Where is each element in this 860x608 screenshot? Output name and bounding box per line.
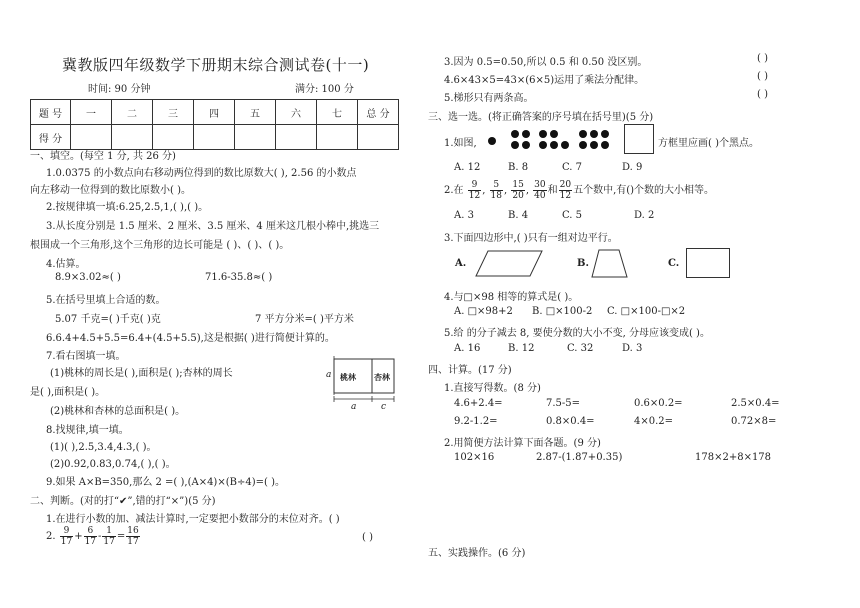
exam-time: 时间: 90 分钟 [88, 84, 151, 95]
question-text: (2)0.92,0.83,0.74,( ),( )。 [50, 459, 176, 470]
apricot-label: 杏林 [374, 373, 390, 382]
calc-item: 7.5-5= [546, 398, 581, 409]
option[interactable]: B. 12 [508, 343, 535, 354]
calc-item: 0.72×8= [731, 416, 777, 427]
section-heading: 二、判断。(对的打“✔”,错的打“×”)(5 分) [30, 496, 216, 507]
fraction: $\frac{9}{12}$ [468, 180, 481, 201]
option[interactable]: D. 3 [622, 343, 643, 354]
score-cell: 三 [153, 100, 194, 125]
calc-item: 2.87-(1.87+0.35) [536, 452, 623, 463]
question-text: 2.按规律填一填:6.25,2.5,1,( ),( )。 [46, 202, 209, 213]
question-text: 1.如图, [444, 138, 477, 149]
question-number: 2.在 [444, 185, 464, 196]
bottom-label-a: a [351, 402, 357, 411]
page-title: 冀教版四年级数学下册期末综合测试卷(十一) [62, 56, 370, 74]
answer-paren[interactable]: ( ) [757, 71, 768, 82]
score-table-score-row [31, 125, 399, 150]
question-text: 3.从长度分别是 1.5 厘米、2 厘米、3.5 厘米、4 厘米这几根小棒中,挑选三 [46, 221, 380, 232]
rectangle-shape [686, 248, 730, 278]
question-text: 向左移动一位得到的数比原数小( )。 [30, 185, 191, 196]
dot [590, 130, 598, 138]
dot [539, 130, 547, 138]
section-heading: 一、填空。(每空 1 分, 共 26 分) [30, 151, 176, 162]
calc-item: 178×2+8×178 [695, 452, 772, 463]
fraction: $\frac{6}{17}$ [84, 526, 97, 547]
fraction: $\frac{16}{17}$ [127, 526, 139, 547]
score-cell: 五 [235, 100, 276, 125]
question-text: 2.用简便方法计算下面各题。(9 分) [444, 438, 601, 449]
score-cell: 七 [317, 100, 358, 125]
question-text: 5.给 的分子减去 8, 要使分数的大小不变, 分母应该变成( )。 [444, 328, 710, 339]
question-text: 3.下面四边形中,( )只有一组对边平行。 [444, 233, 618, 244]
calc-item: 4×0.2= [634, 416, 674, 427]
dot [488, 137, 496, 145]
side-label-a: a [326, 370, 332, 380]
section-heading: 三、选一选。(将正确答案的序号填在括号里)(5 分) [428, 112, 654, 123]
fraction: $\frac{5}{18}$ [490, 180, 502, 201]
option[interactable]: D. 9 [622, 162, 643, 173]
score-cell: 总 分 [358, 100, 399, 125]
parallelogram-shape [474, 249, 544, 279]
question-text: 是( ),面积是( )。 [30, 387, 106, 398]
option[interactable]: C. □×100-□×2 [607, 306, 686, 317]
question-text: 五个数中,有()个数的大小相等。 [573, 185, 715, 196]
calc-item: 0.6×0.2= [634, 398, 683, 409]
score-cell: 得 分 [31, 125, 71, 150]
question-text: 1.直接写得数。(8 分) [444, 383, 541, 394]
score-input[interactable] [194, 125, 235, 150]
fraction: $\frac{30}{40}$ [534, 180, 546, 201]
fraction: $\frac{15}{20}$ [512, 180, 524, 201]
option[interactable]: B. 8 [508, 162, 529, 173]
score-input[interactable] [71, 125, 112, 150]
question-text: 7.看右图填一填。 [46, 351, 126, 362]
score-input[interactable] [112, 125, 153, 150]
question-text: 4.6×43×5=43×(6×5)运用了乘法分配律。 [444, 75, 645, 86]
option[interactable]: A. [455, 258, 467, 269]
dot [511, 141, 519, 149]
option[interactable]: A. 12 [454, 162, 481, 173]
option[interactable]: C. [668, 258, 680, 269]
question-text: 71.6-35.8≈( ) [205, 272, 273, 283]
question-text: (2)桃林和杏林的总面积是( )。 [50, 406, 186, 417]
exam-full-score: 满分: 100 分 [295, 84, 354, 95]
option[interactable]: B. □×100-2 [532, 306, 593, 317]
dot [590, 141, 598, 149]
score-cell: 四 [194, 100, 235, 125]
score-input[interactable] [153, 125, 194, 150]
option[interactable]: A. □×98+2 [454, 306, 513, 317]
calc-item: 102×16 [454, 452, 495, 463]
option[interactable]: A. 3 [454, 210, 474, 221]
dot [550, 141, 558, 149]
option[interactable]: B. 4 [508, 210, 529, 221]
peach-label: 桃林 [340, 373, 356, 382]
question-text: (1)( ),2.5,3.4,4.3,( )。 [50, 442, 157, 453]
score-cell: 六 [276, 100, 317, 125]
judge-q2: 2. $\frac{9}{17}$ + $\frac{6}{17}$ - $\frac{1}{17}$ = $\frac{16}{17}$ [46, 526, 139, 547]
question-text: 8.找规律,填一填。 [46, 425, 129, 436]
score-input[interactable] [235, 125, 276, 150]
score-cell: 题 号 [31, 100, 71, 125]
dot [561, 141, 569, 149]
question-text: 5.在括号里填上合适的数。 [46, 295, 166, 306]
dot [550, 130, 558, 138]
option[interactable]: C. 7 [562, 162, 583, 173]
option[interactable]: D. 2 [634, 210, 655, 221]
score-cell: 二 [112, 100, 153, 125]
answer-paren[interactable]: ( ) [362, 532, 373, 543]
question-text: 5.07 千克=( )千克( )克 [55, 314, 161, 325]
trapezoid-shape [590, 248, 630, 279]
question-text: 9.如果 A×B=350,那么 2 =( ),(A×4)×(B÷4)=( )。 [46, 477, 285, 488]
answer-paren[interactable]: ( ) [757, 89, 768, 100]
option[interactable]: A. 16 [454, 343, 481, 354]
dot [539, 141, 547, 149]
dot [522, 130, 530, 138]
calc-item: 9.2-1.2= [454, 416, 498, 427]
section-heading: 四、计算。(17 分) [428, 365, 512, 376]
calc-item: 2.5×0.4= [731, 398, 780, 409]
dot [601, 141, 609, 149]
calc-item: 4.6+2.4= [454, 398, 503, 409]
section-heading: 五、实践操作。(6 分) [428, 548, 526, 559]
dot [522, 141, 530, 149]
question-text: 3.因为 0.5=0.50,所以 0.5 和 0.50 没区别。 [444, 57, 648, 68]
question-text: 4.估算。 [46, 259, 86, 270]
question-text: 8.9×3.02≈( ) [55, 272, 121, 283]
fraction: $\frac{20}{12}$ [559, 180, 572, 201]
fraction: $\frac{1}{17}$ [103, 526, 115, 547]
question-text: (1)桃林的周长是( ),面积是( );杏林的周长 [50, 368, 233, 379]
bottom-label-c: c [381, 402, 387, 411]
score-input[interactable] [358, 125, 399, 150]
dot [511, 130, 519, 138]
dot [601, 130, 609, 138]
question-text: 4.与□×98 相等的算式是( )。 [444, 292, 579, 303]
calc-item: 0.8×0.4= [546, 416, 595, 427]
question-text: 根围成一个三角形,这个三角形的边长可能是 ( )、( )、( )。 [30, 240, 290, 251]
question-text: 7 平方分米=( )平方米 [255, 314, 354, 325]
fraction: $\frac{9}{17}$ [60, 526, 73, 547]
empty-answer-box[interactable] [624, 124, 654, 154]
question-text: 1.0.0375 的小数点向右移动两位得到的数比原数大( ), 2.56 的小数点 [46, 168, 357, 179]
score-cell: 一 [71, 100, 112, 125]
option[interactable]: B. [577, 258, 589, 269]
answer-paren[interactable]: ( ) [757, 53, 768, 64]
orchard-figure [324, 355, 400, 411]
score-input[interactable] [276, 125, 317, 150]
question-number: 2. [46, 531, 56, 542]
question-text: 方框里应画( )个黑点。 [658, 138, 759, 149]
option[interactable]: C. 5 [562, 210, 583, 221]
question-text: 1.在进行小数的加、减法计算时,一定要把小数部分的末位对齐。( ) [46, 514, 340, 525]
question-text: 6.6.4+4.5+5.5=6.4+(4.5+5.5),这是根据( )进行简便计算的。 [46, 333, 335, 344]
score-table-header-row [31, 100, 399, 125]
score-input[interactable] [317, 125, 358, 150]
score-table [30, 99, 399, 150]
dot [579, 130, 587, 138]
question-text: 5.梯形只有两条高。 [444, 93, 534, 104]
option[interactable]: C. 32 [567, 343, 594, 354]
choice-q2: 2.在 $\frac{9}{12}$ , $\frac{5}{18}$ , $\frac{15}{20}$ , $\frac{30}{40}$ 和 $\frac{20}{12}$ 五个数中,有()个数的大小相等。 [444, 180, 715, 201]
dot [579, 141, 587, 149]
